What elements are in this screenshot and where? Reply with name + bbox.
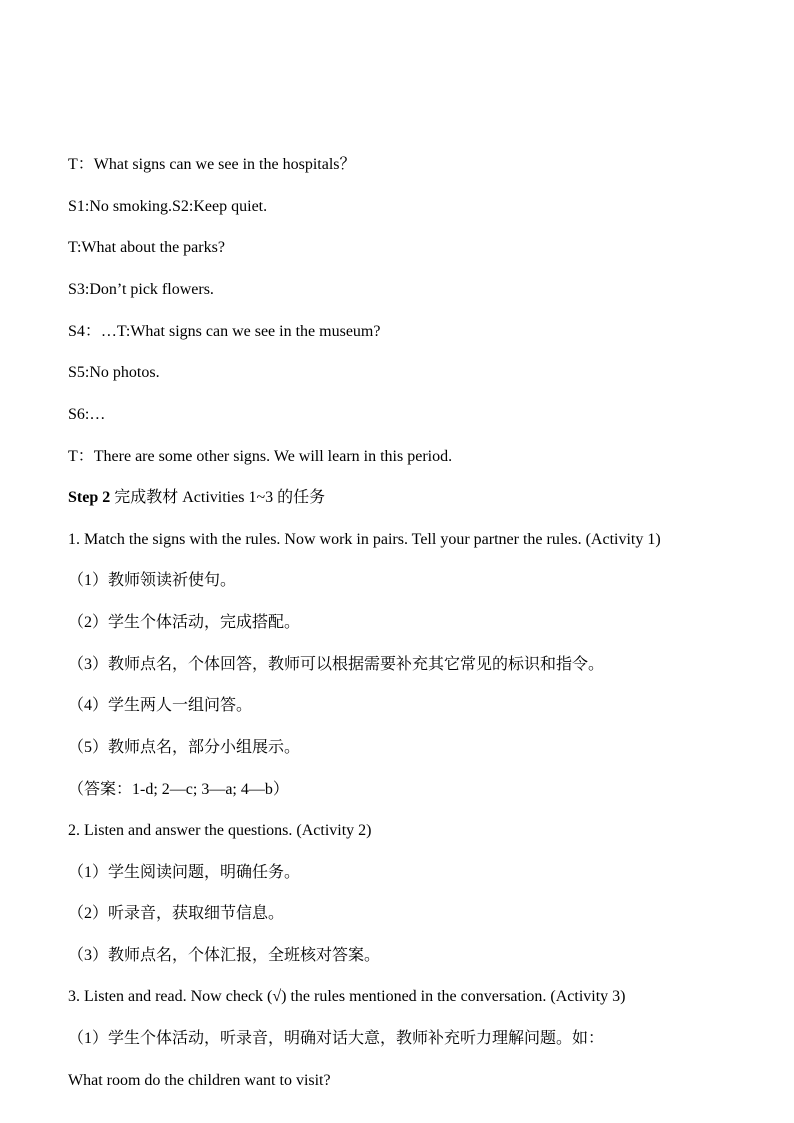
dialogue-line-s6: S6:… xyxy=(68,406,106,423)
activity-1-answers: （答案：1-d; 2—c; 3—a; 4—b） xyxy=(68,781,289,798)
dialogue-line-teacher-parks: T:What about the parks? xyxy=(68,239,225,256)
activity-1-item-3: （3）教师点名，个体回答，教师可以根据需要补充其它常见的标识和指令。 xyxy=(68,656,605,673)
step-heading-text: 完成教材 Activities 1~3 的任务 xyxy=(110,489,326,506)
activity-1-item-1: （1）教师领读祈使句。 xyxy=(68,572,237,589)
dialogue-line-s3: S3:Don’t pick flowers. xyxy=(68,281,214,298)
dialogue-line-teacher-hospitals: T：What signs can we see in the hospitals？ xyxy=(68,156,356,173)
dialogue-line-teacher-period: T：There are some other signs. We will learn in this period. xyxy=(68,448,453,465)
activity-2-heading: 2. Listen and answer the questions. (Activity 2) xyxy=(68,822,372,839)
activity-2-item-1: （1）学生阅读问题，明确任务。 xyxy=(68,864,301,881)
dialogue-line-s5: S5:No photos. xyxy=(68,364,160,381)
dialogue-line-s1-s2: S1:No smoking.S2:Keep quiet. xyxy=(68,198,268,215)
activity-1-item-5: （5）教师点名，部分小组展示。 xyxy=(68,739,301,756)
activity-3-heading: 3. Listen and read. Now check (√) the rules mentioned in the conversation. (Activity 3) xyxy=(68,988,626,1005)
step-label: Step 2 xyxy=(68,489,111,506)
activity-1-item-4: （4）学生两人一组问答。 xyxy=(68,697,253,714)
activity-2-item-2: （2）听录音，获取细节信息。 xyxy=(68,905,285,922)
activity-1-item-2: （2）学生个体活动，完成搭配。 xyxy=(68,614,301,631)
activity-3-item-1: （1）学生个体活动，听录音，明确对话大意，教师补充听力理解问题。如： xyxy=(68,1030,605,1047)
activity-1-heading: 1. Match the signs with the rules. Now work in pairs. Tell your partner the rules. (Activity 1) xyxy=(68,531,661,548)
step-heading xyxy=(68,488,774,508)
activity-2-item-3: （3）教师点名，个体汇报，全班核对答案。 xyxy=(68,947,381,964)
activity-3-question: What room do the children want to visit? xyxy=(68,1072,331,1089)
dialogue-line-s4-museum: S4：…T:What signs can we see in the museum? xyxy=(68,323,381,340)
